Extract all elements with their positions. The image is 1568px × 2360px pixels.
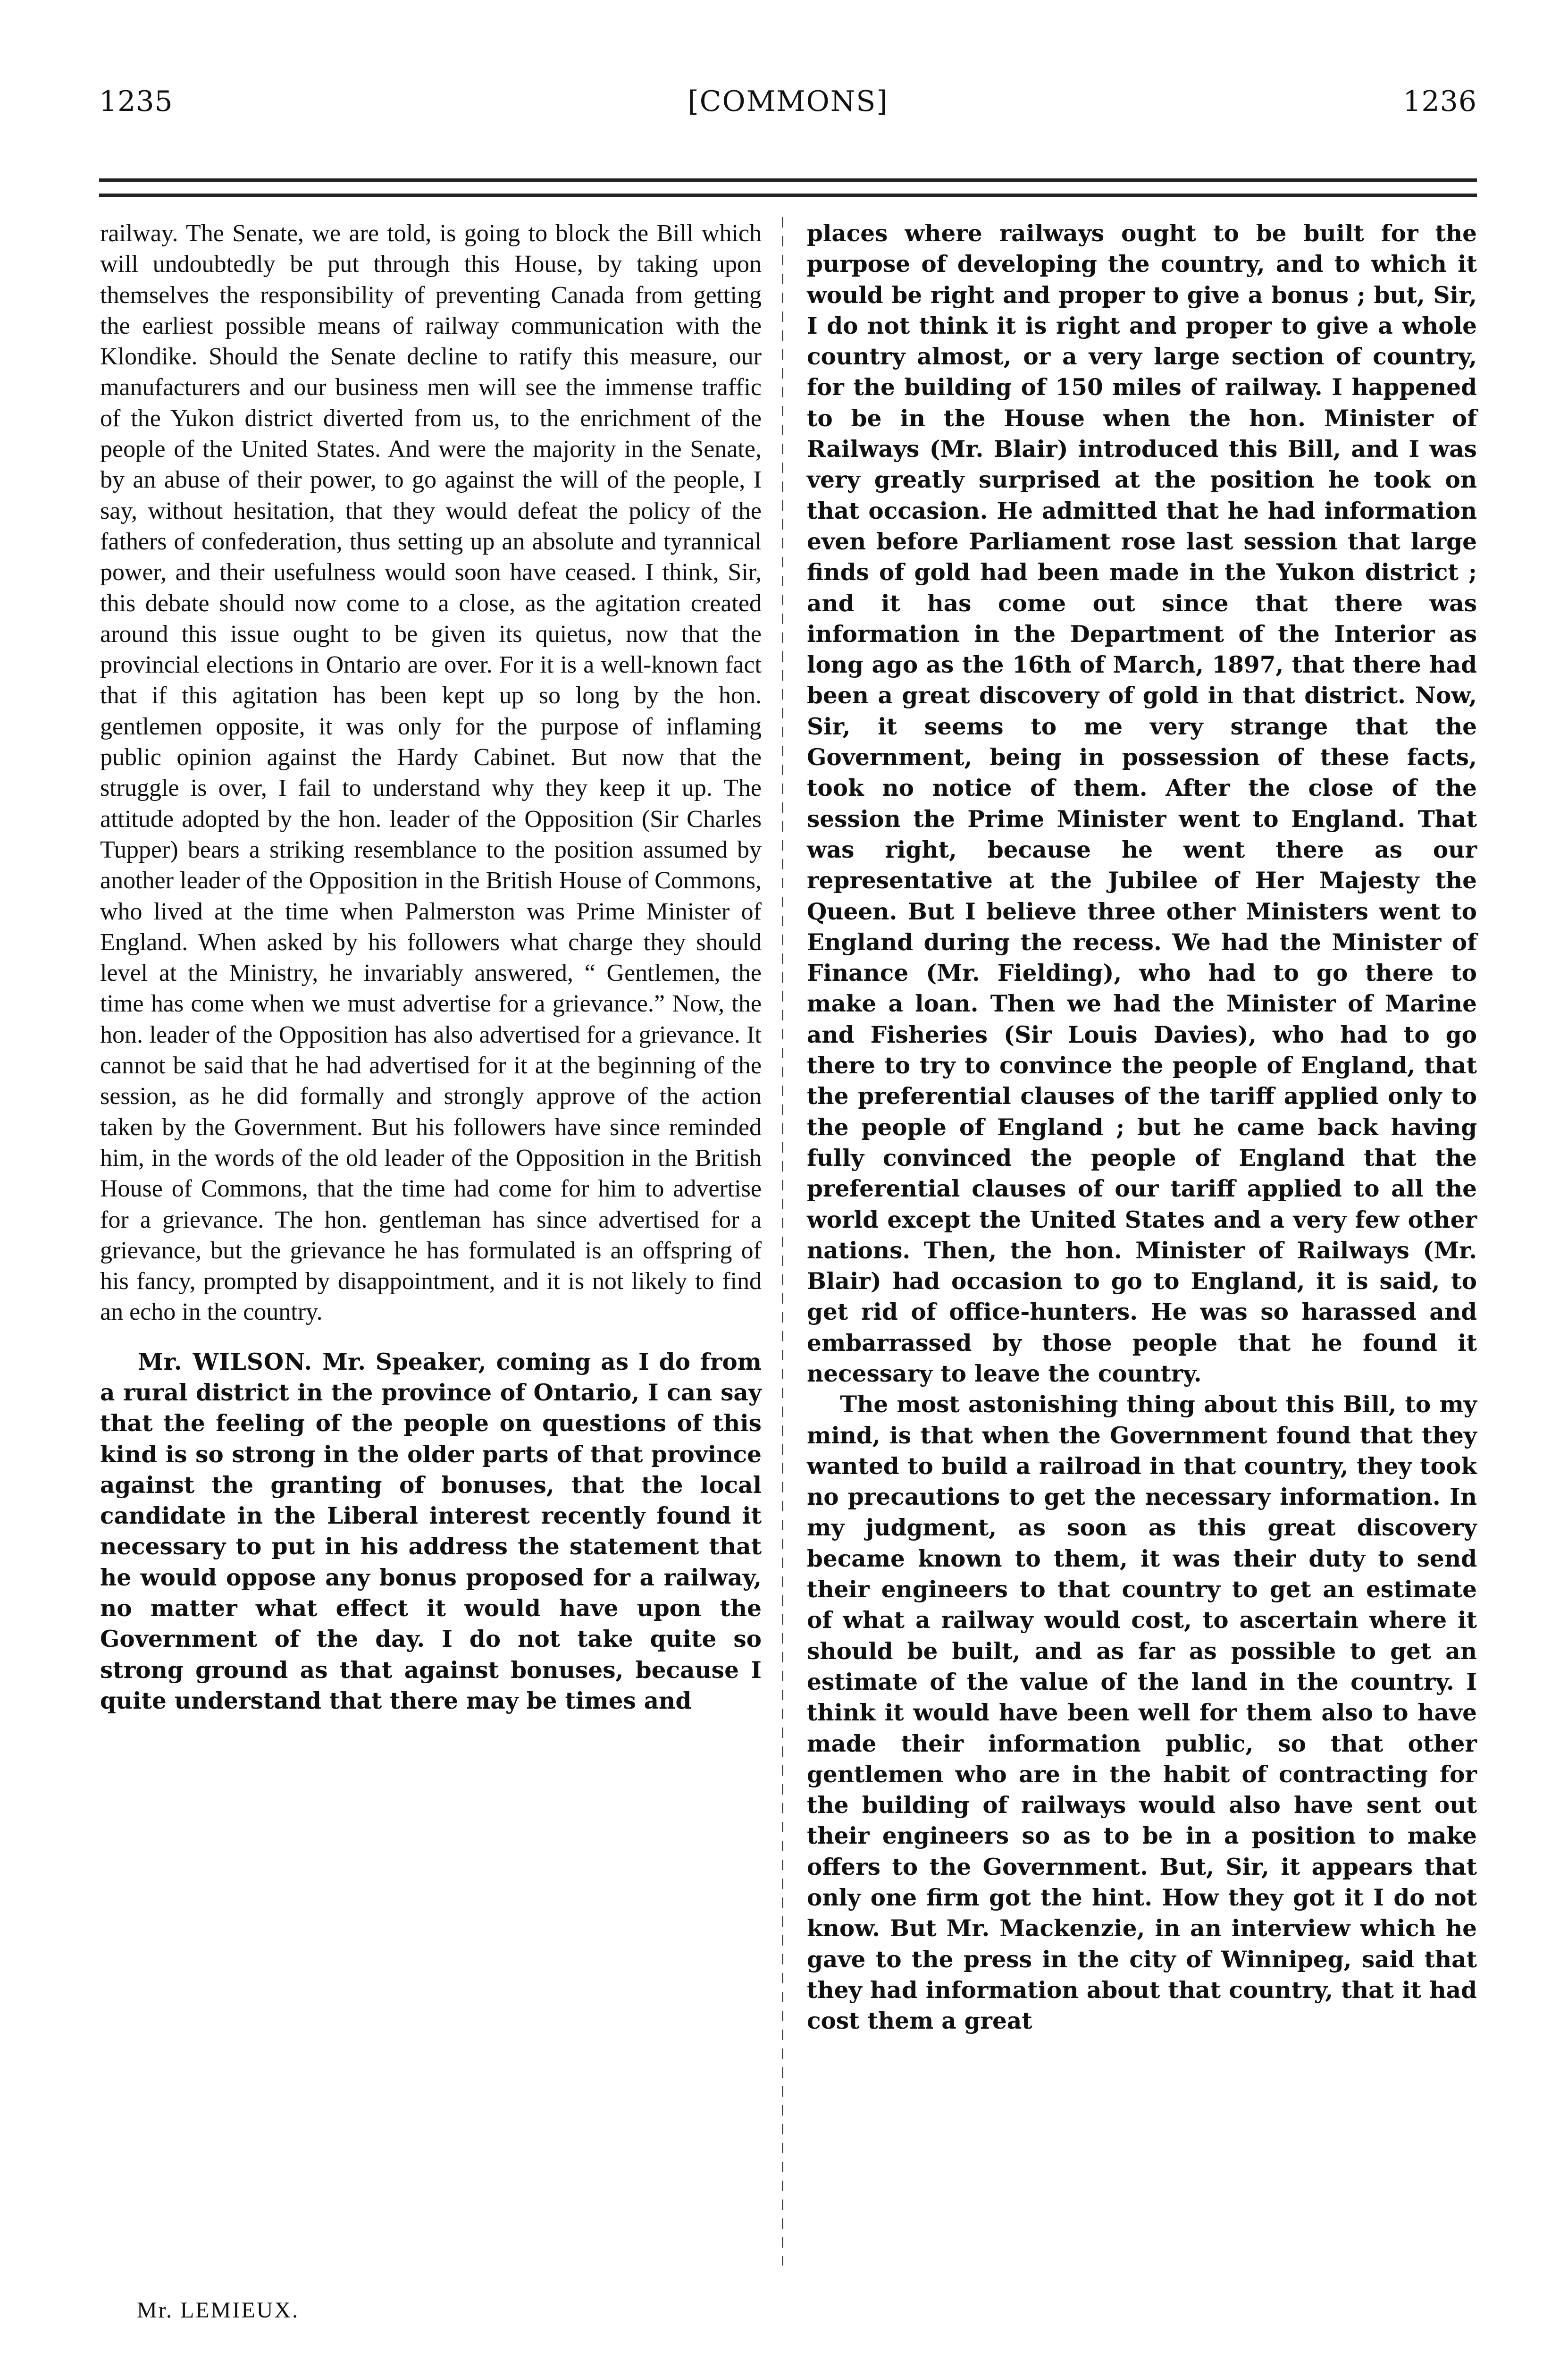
right-paragraph-1: places where railways ought to be built for the purpose of developing the country, and to which it would be right and proper to give a bonus ; but, Sir, I do not think it is right and proper to give a whole country almost, or a very large section of country, for the building of 150 miles of railway. I happened to be in the House when the hon. Minister of Railways (Mr. Blair) introduced this Bill, and I was very greatly surprised at the position he took on that occasion. He admitted that he had information even before Parliament rose last session that large finds of gold had been made in the Yukon district ; and it has come out since that there was information in the Department of the Interior as long ago as the 16th of March, 1897, that there had been a great discovery of gold in that district. Now, Sir, it seems to me very strange that the Government, being in possession of these facts, took no notice of them. After the close of the session the Prime Minister went to England. That was right, because he went there as our representative at the Jubilee of Her Majesty the Queen. But I believe three other Ministers went to England during the recess. We had the Minister of Finance (Mr. Fielding), who had to go there to make a loan. Then we had the Minister of Marine and Fisheries (Sir Louis Davies), who had to go there to try to convince the people of England, that the preferential clauses of the tariff applied only to the people of England ; but he came back having fully convinced the people of England that the preferential clauses of our tariff applied to all the world except the United States and a very few other nations. Then, the hon. Minister of Railways (Mr. Blair) had occasion to go to England, it is said, to get rid of office-hunters. He was so harassed and embarrassed by those people that he found it necessary to leave the country. xyxy=(807,220,1477,1387)
page-number-left: 1235 xyxy=(99,85,173,118)
right-column xyxy=(807,218,1477,2037)
header-rule-top xyxy=(99,178,1477,182)
wilson-speech xyxy=(100,1347,762,1717)
running-head: [COMMONS] xyxy=(688,85,889,118)
right-paragraph-2: The most astonishing thing about this Bill, to my mind, is that when the Government found that they wanted to build a railroad in that country, they took no precautions to get the necessary information. In my judgment, as soon as this great discovery became known to them, it was their duty to send their engineers to that country to get an estimate of what a railway would cost, to ascertain where it should be built, and as far as possible to get an estimate of the value of the land in the country. I think it would have been well for them also to have made their information public, so that other gentlemen who are in the habit of contracting for the building of railways would also have sent out their engineers so as to be in a position to make offers to the Government. But, Sir, it appears that only one firm got the hint. How they got it I do not know. But Mr. Mackenzie, in an interview which he gave to the press in the city of Winnipeg, said that they had information about that country, that it had cost them a great xyxy=(807,1391,1477,2035)
column-divider xyxy=(782,217,783,2266)
speech-text: Mr. Speaker, coming as I do from a rural district in the province of Ontario, I can say that the feeling of the people on questions of this kind is so strong in the older parts of that province against the granting of bonuses, that the local candidate in the Liberal interest recently found it necessary to put in his address the statement that he would oppose any bonus proposed for a railway, no matter what effect it would have upon the Government of the day. I do not take quite so strong ground as that against bonuses, because I quite understand that there may be times and xyxy=(100,1348,762,1714)
left-column xyxy=(100,218,762,1716)
footer-catchword: Mr. LEMIEUX. xyxy=(137,2298,299,2323)
speaker-name: Mr. WILSON. xyxy=(138,1348,313,1375)
header-rule-bottom xyxy=(99,194,1477,197)
page-number-right: 1236 xyxy=(1403,85,1477,118)
page-header xyxy=(99,80,1477,146)
left-paragraph-1: railway. The Senate, we are told, is going to block the Bill which will undoubtedly be put through this House, by taking upon themselves the responsibility of preventing Canada from getting the earliest possible means of railway communication with the Klondike. Should the Senate decline to ratify this measure, our manufacturers and our business men will see the immense traffic of the Yukon district diverted from us, to the enrichment of the people of the United States. And were the majority in the Senate, by an abuse of their power, to go against the will of the people, I say, without hesitation, that they would defeat the policy of the fathers of confederation, thus setting up an absolute and tyrannical power, and their usefulness would soon have ceased. I think, Sir, this debate should now come to a close, as the agitation created around this issue ought to be given its quietus, now that the provincial elections in Ontario are over. For it is a well-known fact that if this agitation has been kept up so long by the hon. gentlemen opposite, it was only for the purpose of inflaming public opinion against the Hardy Cabinet. But now that the struggle is over, I fail to understand why they keep it up. The attitude adopted by the hon. leader of the Opposition (Sir Charles Tupper) bears a striking resemblance to the position assumed by another leader of the Opposition in the British House of Commons, who lived at the time when Palmerston was Prime Minister of England. When asked by his followers what charge they should level at the Ministry, he invariably answered, “ Gentlemen, the time has come when we must advertise for a grievance.” Now, the hon. leader of the Opposition has also advertised for a grievance. It cannot be said that he had advertised for it at the beginning of the session, as he did formally and strongly approve of the action taken by the Government. But his followers have since reminded him, in the words of the old leader of the Opposition in the British House of Commons, that the time had come for him to advertise for a grievance. The hon. gentleman has since advertised for a grievance, but the grievance he has formulated is an offspring of his fancy, prompted by disappointment, and it is not likely to find an echo in the country. xyxy=(100,220,762,1326)
